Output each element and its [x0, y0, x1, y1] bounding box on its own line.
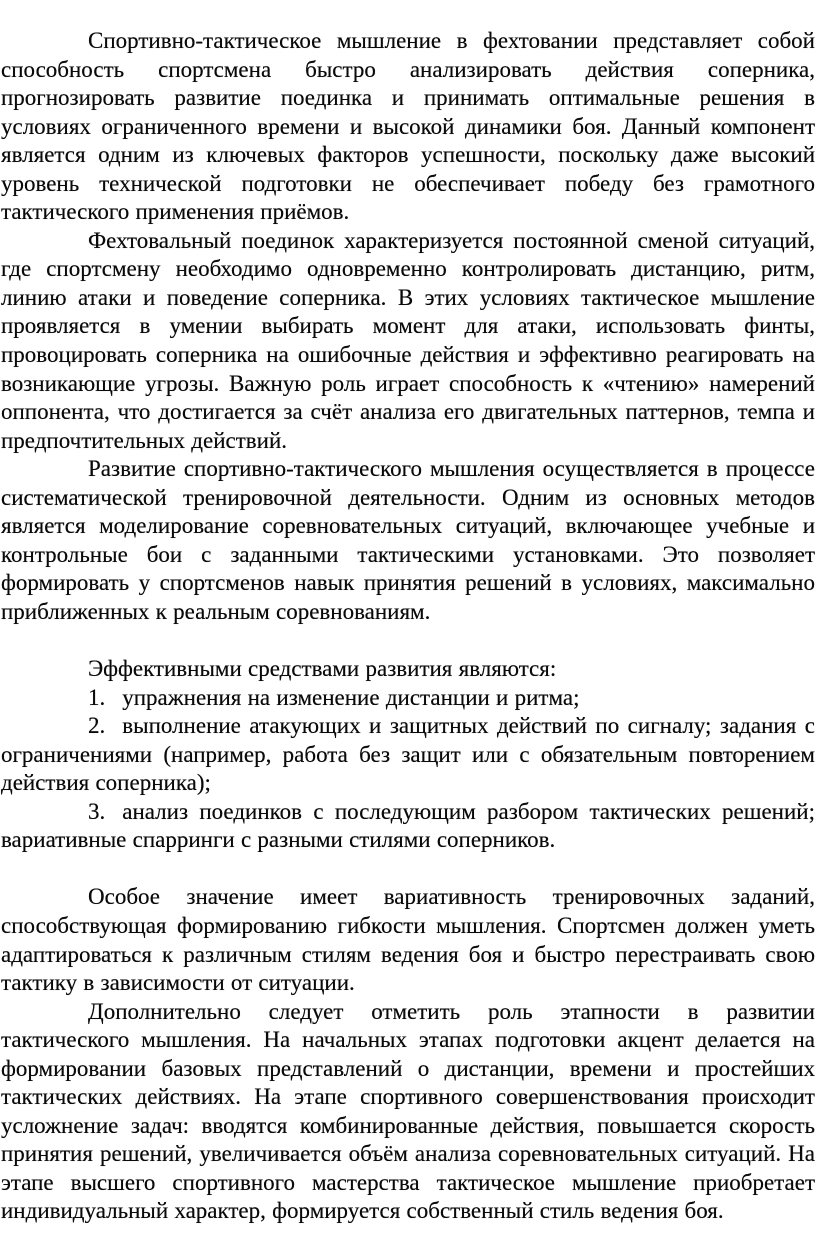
paragraph: Эффективными средствами развития являются:: [88, 656, 557, 682]
paragraph: Дополнительно следует отметить роль этапности в развитии тактического мышления. На начальных этапах подготовки акцент делается на формировании базовых представлений о дистанции, времени и простейших тактических действиях. На этапе спортивного совершенствования происходит усложнение задач: вводятся комбинированные действия, повышается скорость принятия решений, увеличивается объём анализа соревновательных ситуаций. На этапе высшего спортивного мастерства тактическое мышление приобретает индивидуальный характер, формируется собственный стиль ведения боя.: [1, 998, 815, 1224]
list-item-number: 2.: [88, 713, 106, 739]
blank-line: [1, 855, 815, 884]
document-content: [1, 27, 815, 1226]
list-item: [1, 712, 815, 798]
paragraph: Развитие спортивно-тактического мышления осуществляется в процессе систематической тренировочной деятельности. Одним из основных методов является моделирование соревновательных ситуаций, включающее учебные и контрольные бои с заданными тактическими установками. Это позволяет формировать у спортсменов навык принятия решений в условиях, максимально приближенных к реальным соревнованиям.: [1, 456, 815, 624]
paragraph: Спортивно-тактическое мышление в фехтовании представляет собой способность спортсмена быстро анализировать действия соперника, прогнозировать развитие поединка и принимать оптимальные решения в условиях ограниченного времени и высокой динамики боя. Данный компонент является одним из ключевых факторов успешности, поскольку даже высокий уровень технической подготовки не обеспечивает победу без грамотного тактического применения приёмов.: [1, 28, 815, 225]
list-item-text: анализ поединков с последующим разбором тактических решений; вариативные спарринги с разными стилями соперников.: [1, 798, 815, 853]
list-item-number: 1.: [88, 684, 106, 710]
paragraph: Фехтовальный поединок характеризуется постоянной сменой ситуаций, где спортсмену необходимо одновременно контролировать дистанцию, ритм, линию атаки и поведение соперника. В этих условиях тактическое мышление проявляется в умении выбирать момент для атаки, использовать финты, провоцировать соперника на ошибочные действия и эффективно реагировать на возникающие угрозы. Важную роль играет способность к «чтению» намерений оппонента, что достигается за счёт анализа его двигательных паттернов, темпа и предпочтительных действий.: [1, 227, 815, 453]
paragraph: Особое значение имеет вариативность тренировочных заданий, способствующая формированию гибкости мышления. Спортсмен должен уметь адаптироваться к различным стилям ведения боя и быстро перестраивать свою тактику в зависимости от ситуации.: [1, 884, 815, 996]
list-item-text: упражнения на изменение дистанции и ритма;: [122, 684, 580, 710]
list-item-number: 3.: [88, 798, 106, 824]
list-item: [1, 798, 815, 855]
list-item: [1, 684, 815, 713]
list-item-text: выполнение атакующих и защитных действий по сигналу; задания с ограничениями (например, работа без защит или с обязательным повторением действия соперника);: [1, 713, 815, 796]
blank-line: [1, 626, 815, 655]
